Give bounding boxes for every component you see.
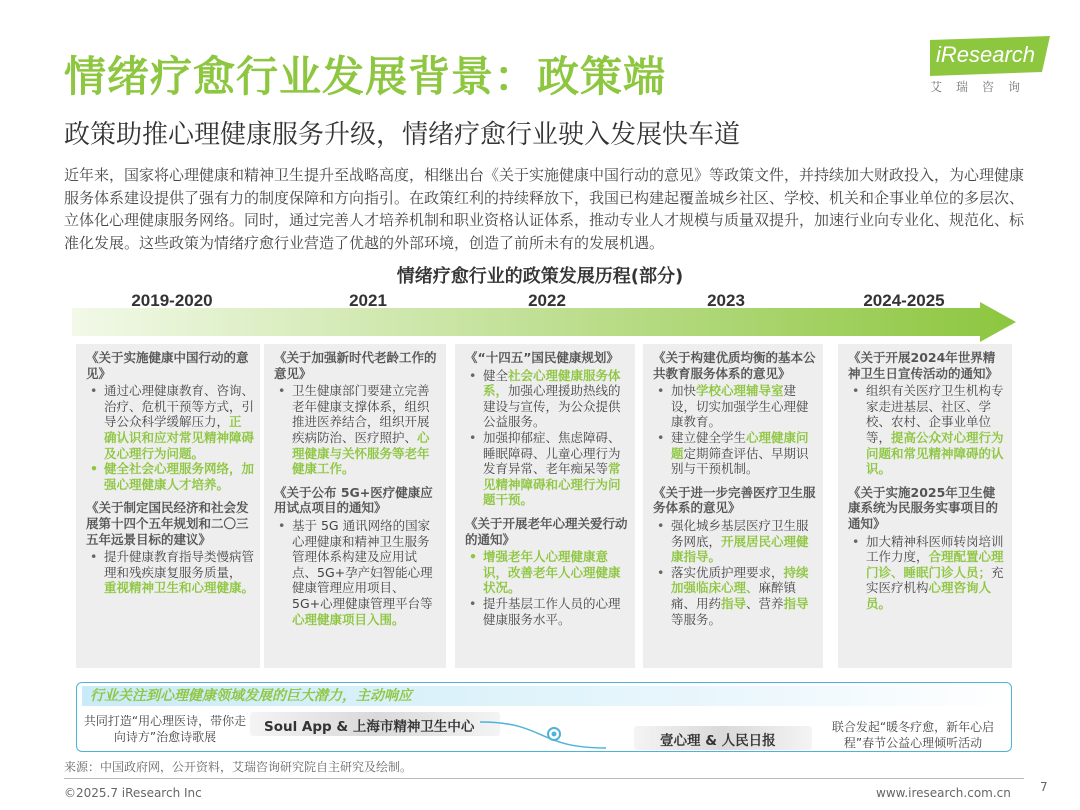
- policy-item: • 通过心理健康教育、咨询、治疗、危机干预等方式，引导公众科学缓解压力，正确认识和应对常见精神障碍及心理行为问题。: [86, 383, 254, 461]
- policy-column-2021: [264, 344, 446, 668]
- policy-doc-items: [86, 549, 254, 596]
- policy-item: • 健全社会心理健康服务体系，加强心理援助热线的建设与宣传，为公众提供公益服务。: [465, 368, 629, 430]
- timeline-year-2: 2021: [349, 291, 387, 310]
- policy-doc-title: 《关于构建优质均衡的基本公共教育服务体系的意见》: [653, 350, 816, 381]
- policy-item: • 基于 5G 通讯网络的国家心理健康和精神卫生服务管理体系构建及应用试点、5G+孕产妇智能心理健康管理应用项目、5G+心理健康管理平台等心理健康项目入围。: [274, 518, 440, 627]
- policy-doc-items: [274, 383, 440, 477]
- policy-column-2019-2020: [76, 344, 260, 668]
- policy-doc-title: 《关于公布 5G+医疗健康应用试点项目的通知》: [274, 484, 433, 516]
- spring-festival-activity-note: 联合发起“暖冬疗愈，新年心启程”春节公益心理倾听活动: [831, 720, 995, 750]
- timeline-year-4: 2023: [707, 291, 745, 310]
- policy-doc-title: 《关于制定国民经济和社会发展第十四个五年规划和二〇三五年远景目标的建议》: [86, 500, 249, 547]
- logo-text: iResearch: [936, 42, 1036, 67]
- policy-doc-items: [465, 549, 629, 627]
- policy-doc-items: [848, 383, 1006, 477]
- policy-doc-title: 《关于实施健康中国行动的意见》: [86, 350, 249, 381]
- policy-column-2022: [455, 344, 635, 668]
- poetry-exhibit-note: 共同打造“用心理医诗，带你走向诗方”治愈诗歌展: [83, 714, 247, 744]
- policy-doc-title: 《关于进一步完善医疗卫生服务体系的意见》: [653, 484, 816, 516]
- policy-item: • 落实优质护理要求，持续加强临床心理、麻醉镇痛、用药指导、营养指导等服务。: [653, 565, 817, 627]
- policy-item: • 强化城乡基层医疗卫生服务网底，开展居民心理健康指导。: [653, 518, 817, 565]
- policy-item: • 卫生健康部门要建立完善老年健康支撑体系，组织推进医养结合，组织开展疾病防治、医疗照护、心理健康与关怀服务等老年健康工作。: [274, 383, 440, 477]
- timeline-title: 情绪疗愈行业的政策发展历程(部分): [396, 266, 684, 287]
- policy-doc-items: [653, 383, 817, 477]
- timeline-arrow: [72, 302, 1016, 342]
- policy-doc-items: [848, 534, 1006, 612]
- policy-doc-title: 《关于实施2025年卫生健康系统为民服务实事项目的通知》: [848, 484, 999, 531]
- source-note: 来源：中国政府网，公开资料，艾瑞咨询研究院自主研究及绘制。: [64, 760, 413, 774]
- policy-item: • 健全社会心理服务网络，加强心理健康人才培养。: [86, 461, 254, 492]
- policy-item: • 加快学校心理辅导室建设，切实加强学生心理健康教育。: [653, 383, 817, 430]
- policy-item: • 提升健康教育指导类慢病管理和残疾康复服务质量，重视精神卫生和心理健康。: [86, 549, 254, 596]
- policy-doc-title: 《关于开展老年心理关爱行动的通知》: [465, 515, 628, 547]
- policy-item: • 加大精神科医师转岗培训工作力度，合理配置心理门诊、睡眠门诊人员；充实医疗机构心理咨询人员。: [848, 534, 1006, 612]
- policy-doc-title: 《关于加强新时代老龄工作的意见》: [274, 350, 437, 381]
- connector-curve: [476, 708, 656, 756]
- policy-doc-items: [274, 518, 440, 627]
- copyright: ©2025.7 iResearch Inc: [64, 786, 202, 800]
- page-number: 7: [1040, 780, 1048, 794]
- page-title: 情绪疗愈行业发展背景：政策端: [64, 52, 667, 101]
- timeline-year-5: 2024-2025: [863, 291, 945, 310]
- industry-response-header: 行业关注到心理健康领域发展的巨大潜力，主动响应: [90, 688, 412, 704]
- policy-doc-items: [86, 383, 254, 492]
- policy-column-2024-2025: [838, 344, 1012, 668]
- policy-item: • 建立健全学生心理健康问题定期筛查评估、早期识别与干预机制。: [653, 430, 817, 477]
- policy-column-2023: [643, 344, 823, 668]
- website-link[interactable]: www.iresearch.com.cn: [876, 786, 1011, 800]
- policy-item: • 加强抑郁症、焦虑障碍、睡眠障碍、儿童心理行为发育异常、老年痴呆等常见精神障碍和心理行为问题干预。: [465, 430, 629, 508]
- timeline-year-1: 2019-2020: [131, 291, 213, 310]
- iresearch-logo: [930, 36, 1050, 96]
- policy-item: • 组织有关医疗卫生机构专家走进基层、社区、学校、农村、企事业单位等，提高公众对心理行为问题和常见精神障碍的认识。: [848, 383, 1006, 477]
- policy-item: • 增强老年人心理健康意识，改善老年人心理健康状况。: [465, 549, 629, 596]
- timeline-year-3: 2022: [528, 291, 566, 310]
- policy-doc-items: [653, 518, 817, 627]
- partner-label-xinli: 壹心理 & 人民日报: [660, 733, 776, 749]
- policy-item: • 提升基层工作人员的心理健康服务水平。: [465, 596, 629, 627]
- policy-doc-items: [465, 368, 629, 508]
- partner-label-soul: Soul App & 上海市精神卫生中心: [264, 719, 475, 735]
- policy-doc-title: 《关于开展2024年世界精神卫生日宣传活动的通知》: [848, 350, 999, 381]
- intro-paragraph: 近年来，国家将心理健康和精神卫生提升至战略高度，相继出台《关于实施健康中国行动的意见》等政策文件，并持续加大财政投入，为心理健康服务体系建设提供了强有力的制度保障和方向指引。在政策红利的持续释放下，我国已构建起覆盖城乡社区、学校、机关和企事业单位的多层次、立体化心理健康服务网络。同时，通过完善人才培养机制和职业资格认证体系，推动专业人才规模与质量双提升，加速行业向专业化、规范化、标准化发展。这些政策为情绪疗愈行业营造了优越的外部环境，创造了前所未有的发展机遇。: [64, 166, 1025, 252]
- page-subtitle: 政策助推心理健康服务升级，情绪疗愈行业驶入发展快车道: [64, 120, 741, 150]
- policy-doc-title: 《“十四五”国民健康规划》: [465, 350, 619, 365]
- logo-cn-text: 艾瑞咨询: [930, 80, 1035, 94]
- footer-divider: [64, 778, 1024, 779]
